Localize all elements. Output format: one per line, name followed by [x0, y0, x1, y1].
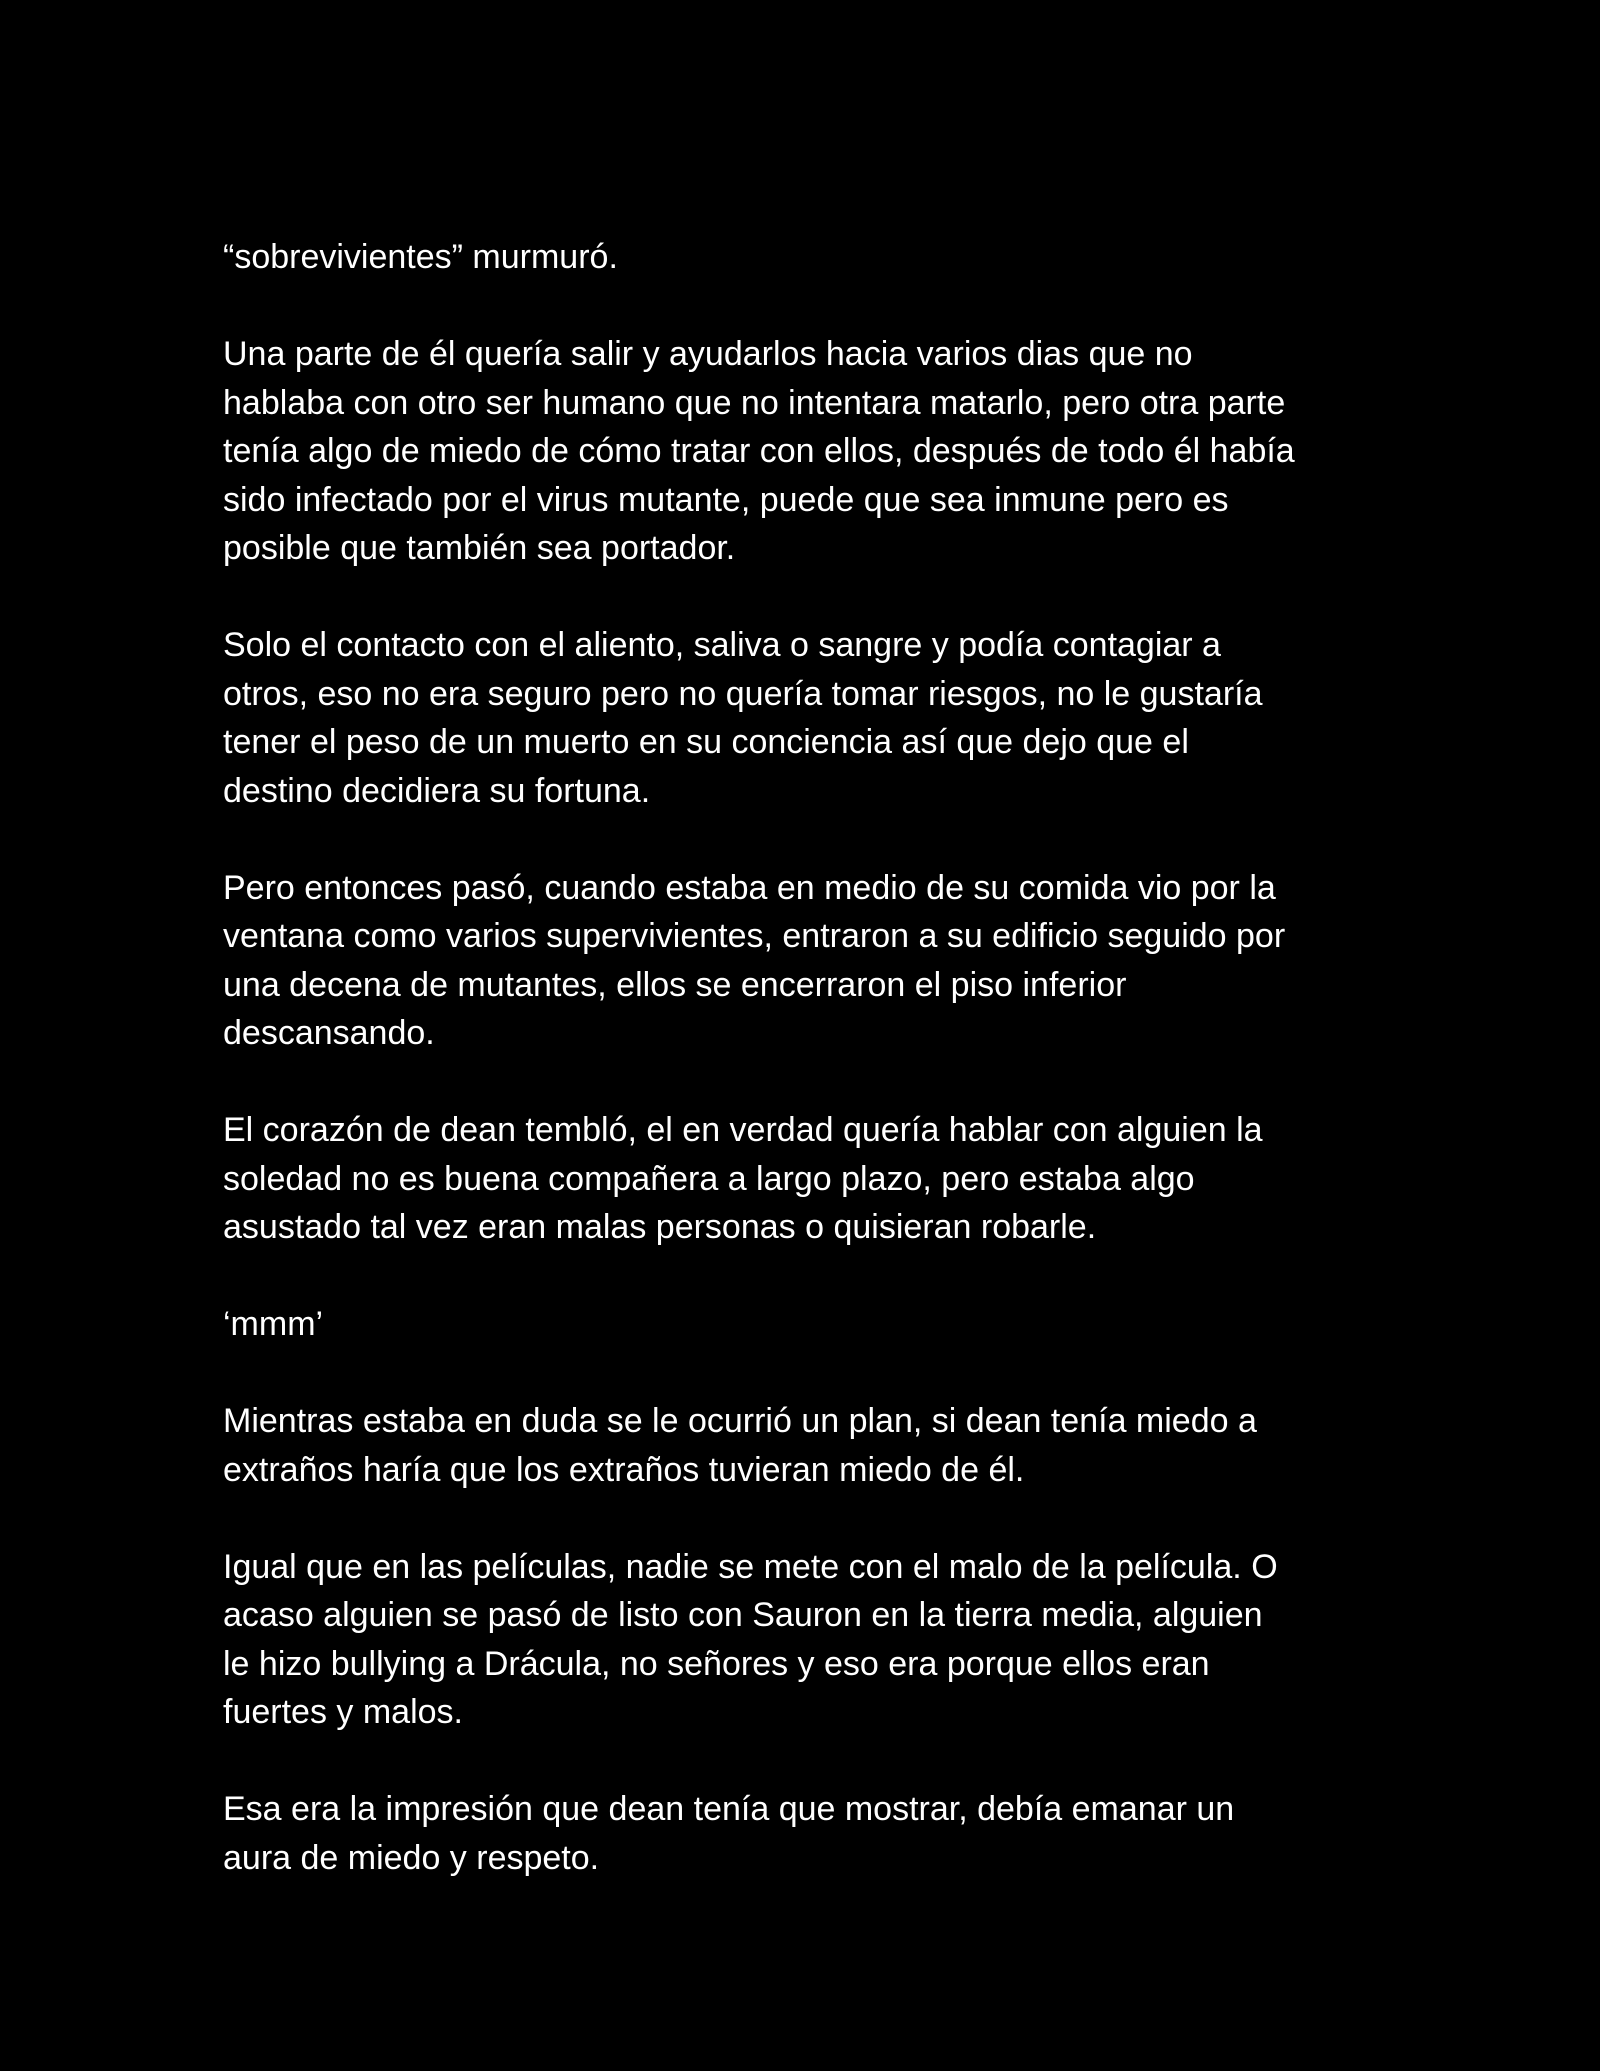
text-line: posible que también sea portador.: [223, 529, 736, 567]
text-line: sido infectado por el virus mutante, puede que sea inmune pero es: [223, 480, 1229, 519]
text-line: destino decidiera su fortuna.: [223, 771, 651, 810]
text-line: Una parte de él quería salir y ayudarlos hacia varios dias que no: [223, 335, 1193, 373]
text-line: una decena de mutantes, ellos se encerraron el piso inferior: [223, 965, 1127, 1004]
text-line: Solo el contacto con el aliento, saliva o sangre y podía contagiar a: [223, 626, 1221, 664]
text-line: “sobrevivientes” murmuró.: [223, 238, 618, 276]
paragraph-1: [223, 233, 1383, 282]
text-line: aura de miedo y respeto.: [223, 1838, 600, 1877]
paragraph-6: [223, 1300, 1383, 1349]
paragraph-7: [223, 1397, 1383, 1494]
paragraph-3: [223, 621, 1383, 815]
text-line: tener el peso de un muerto en su conciencia así que dejo que el: [223, 723, 1189, 761]
paragraph-2: [223, 330, 1383, 573]
text-line: soledad no es buena compañera a largo plazo, pero estaba algo: [223, 1159, 1195, 1198]
document-text: [223, 233, 1383, 1931]
text-line: otros, eso no era seguro pero no quería tomar riesgos, no le gustaría: [223, 674, 1263, 713]
text-line: ‘mmm’: [223, 1305, 324, 1343]
text-line: ventana como varios supervivientes, entraron a su edificio seguido por: [223, 917, 1286, 955]
text-line: Esa era la impresión que dean tenía que mostrar, debía emanar un: [223, 1790, 1235, 1828]
paragraph-5: [223, 1106, 1383, 1252]
paragraph-8: [223, 1543, 1383, 1737]
text-line: Igual que en las películas, nadie se mete con el malo de la película. O: [223, 1547, 1278, 1586]
text-line: fuertes y malos.: [223, 1693, 463, 1731]
text-line: Mientras estaba en duda se le ocurrió un plan, si dean tenía miedo a: [223, 1402, 1257, 1440]
paragraph-9: [223, 1785, 1383, 1882]
text-line: tenía algo de miedo de cómo tratar con ellos, después de todo él había: [223, 432, 1295, 470]
text-line: extraños haría que los extraños tuvieran miedo de él.: [223, 1450, 1025, 1489]
text-line: El corazón de dean tembló, el en verdad quería hablar con alguien la: [223, 1111, 1263, 1149]
text-line: acaso alguien se pasó de listo con Sauron en la tierra media, alguien: [223, 1596, 1263, 1634]
text-line: le hizo bullying a Drácula, no señores y eso era porque ellos eran: [223, 1644, 1210, 1683]
text-line: Pero entonces pasó, cuando estaba en medio de su comida vio por la: [223, 868, 1276, 907]
paragraph-4: [223, 864, 1383, 1058]
text-line: hablaba con otro ser humano que no intentara matarlo, pero otra parte: [223, 383, 1286, 422]
text-line: asustado tal vez eran malas personas o quisieran robarle.: [223, 1208, 1097, 1246]
text-line: descansando.: [223, 1014, 435, 1052]
